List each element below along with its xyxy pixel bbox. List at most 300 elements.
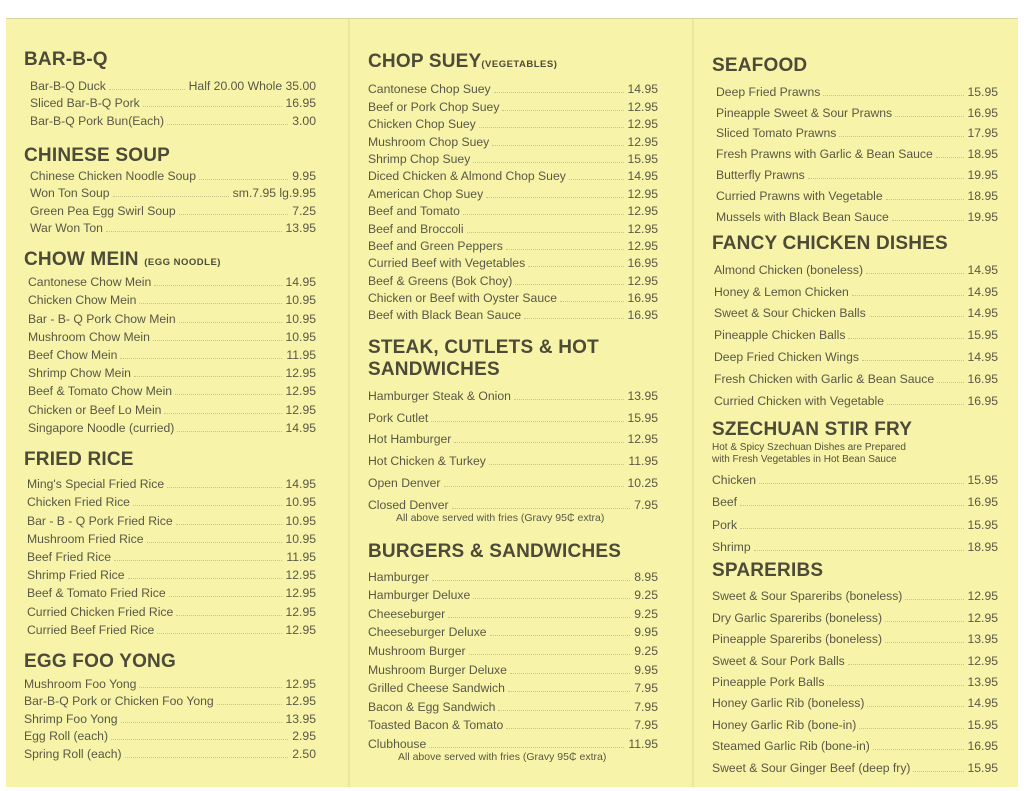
menu-item-price: 15.95 [967,473,998,488]
menu-item [368,114,658,131]
menu-item [712,465,998,487]
menu-item-name: Mushroom Chow Mein [28,329,150,344]
menu-item [368,695,658,714]
menu-item [716,161,998,182]
menu-item-name: Spring Roll (each) [24,746,122,761]
leader-dots [469,654,631,655]
menu-item-name: Honey Garlic Rib (bone-in) [712,717,857,732]
leader-dots [179,322,282,323]
menu-item-price: 10.25 [627,475,658,490]
menu-item-name: Chicken [712,473,757,488]
section-szechuan [712,419,998,554]
menu-item [714,299,998,321]
menu-item-price: 13.95 [627,388,658,403]
menu-item [27,473,316,491]
menu-item [368,166,658,183]
menu-item-price: 10.95 [285,293,316,308]
menu-item-name: Closed Denver [368,497,449,512]
menu-item [712,582,998,603]
menu-item-name: Deep Fried Prawns [716,84,821,99]
menu-item-price: 14.95 [285,420,316,435]
menu-item-name: Chicken or Beef Lo Mein [28,402,162,417]
menu-item-price: 17.95 [967,126,998,141]
leader-dots [506,728,630,729]
menu-item-price: 18.95 [967,539,998,554]
menu-item [27,528,316,546]
leader-dots [467,232,624,233]
menu-item-price: 12.95 [627,117,658,132]
menu-item [27,546,316,564]
menu-item [712,646,998,667]
menu-item-price: 13.95 [285,221,316,235]
section-steak-cutlets [368,337,658,524]
menu-item-price: 15.95 [967,84,998,99]
menu-item-name: Won Ton Soup [30,186,110,200]
menu-item [714,277,998,299]
menu-item-name: Cheeseburger [368,606,446,621]
menu-item [716,120,998,141]
item-list [368,565,658,751]
leader-dots [167,487,281,488]
menu-item-name: Beef and Green Peppers [368,238,503,253]
menu-item-name: Toasted Bacon & Tomato [368,718,504,733]
menu-item-name: Mussels with Black Bean Sauce [716,209,889,224]
menu-item [368,677,658,696]
menu-item-price: 12.95 [967,653,998,668]
menu-item-price: 13.95 [285,711,316,726]
leader-dots [506,249,624,250]
leader-dots [895,116,963,117]
menu-item [714,255,998,277]
menu-item [368,201,658,218]
leader-dots [892,220,964,221]
menu-item [712,509,998,531]
menu-item-price: 11.95 [628,454,658,469]
menu-item [712,732,998,753]
section-bbq [24,49,316,128]
leader-dots [176,615,281,616]
menu-item [714,342,998,364]
menu-item-price: 12.95 [285,586,316,601]
leader-dots [913,771,963,772]
leader-dots [473,162,623,163]
menu-item-price: 12.95 [967,610,998,625]
leader-dots [429,747,624,748]
menu-item-name: Shrimp Chop Suey [368,151,471,166]
menu-item-price: 14.95 [967,349,998,364]
menu-sheet [6,18,1018,787]
menu-item [712,710,998,731]
leader-dots [808,178,964,179]
leader-dots [432,580,630,581]
menu-item-name: Ming's Special Fried Rice [27,477,165,492]
leader-dots [885,642,963,643]
menu-item-name: Bacon & Egg Sandwich [368,699,496,714]
menu-item [368,381,658,403]
menu-item [28,380,316,398]
menu-item-price: 10.95 [285,495,316,510]
menu-item-price: 14.95 [967,306,998,321]
item-list [24,673,316,761]
menu-item-name: Pineapple Sweet & Sour Prawns [716,105,893,120]
leader-dots [169,596,282,597]
leader-dots [167,124,288,125]
item-list [368,381,658,512]
menu-item [712,532,998,554]
menu-item [28,398,316,416]
menu-item [368,446,658,468]
leader-dots [121,722,282,723]
menu-item [368,584,658,603]
menu-item-name: Pineapple Spareribs (boneless) [712,632,883,647]
leader-dots [153,340,282,341]
leader-dots [508,691,630,692]
menu-item-price: 16.95 [627,291,658,306]
menu-item [24,726,316,744]
section-burgers [368,541,658,763]
leader-dots [848,664,964,665]
leader-dots [866,273,963,274]
leader-dots [452,508,631,509]
menu-item [368,79,658,96]
menu-item-price: 15.95 [627,410,658,425]
menu-item-price: 12.95 [285,384,316,399]
menu-item-price: 12.95 [967,589,998,604]
menu-item-name: Shrimp [712,539,751,554]
leader-dots [125,757,289,758]
menu-item-price: 12.95 [627,238,658,253]
leader-dots [176,524,282,525]
menu-item [368,305,658,322]
section-chinese-soup [24,145,316,235]
leader-dots [937,382,963,383]
menu-item [712,603,998,624]
leader-dots [524,318,623,319]
menu-item-price: 9.95 [634,625,658,640]
leader-dots [869,316,964,317]
menu-item-price: 9.25 [634,643,658,658]
menu-item-price: 19.95 [967,167,998,182]
menu-item-name: Beef and Broccoli [368,221,464,236]
menu-item-name: Bar - B- Q Pork Chow Mein [28,311,176,326]
menu-item-name: Sliced Bar-B-Q Pork [30,96,140,110]
menu-item-name: Beef and Tomato [368,204,460,219]
menu-item [28,417,316,435]
section-title: BAR-B-Q [24,49,108,70]
item-list [368,79,658,322]
menu-item-name: Pork [712,517,738,532]
menu-item-price: 7.95 [634,718,658,733]
menu-item-name: Pineapple Pork Balls [712,674,825,689]
menu-item [30,75,316,93]
menu-item [712,689,998,710]
menu-item-name: Beef with Black Bean Sauce [368,308,522,323]
menu-item-name: Chicken or Beef with Oyster Sauce [368,291,557,306]
section-note: Hot & Spicy Szechuan Dishes are Prepared [712,442,906,453]
menu-item-name: Beef & Tomato Fried Rice [27,586,166,601]
item-list [712,582,998,775]
section-title: FRIED RICE [24,449,134,470]
leader-dots [444,486,624,487]
menu-item-name: Bar - B - Q Pork Fried Rice [27,513,173,528]
menu-item-price: 12.95 [627,99,658,114]
menu-item-name: Chicken Chow Mein [28,293,137,308]
menu-item-price: 19.95 [967,209,998,224]
menu-item [368,565,658,584]
section-title [368,337,658,381]
menu-item [368,253,658,270]
menu-item-name: Hot Chicken & Turkey [368,454,486,469]
menu-item [712,487,998,509]
menu-item-name: Sweet & Sour Chicken Balls [714,306,866,321]
item-list [24,165,316,235]
leader-dots [489,464,625,465]
menu-item-price: 12.95 [627,432,658,447]
menu-item-price: 11.95 [286,347,316,362]
menu-item-name: Curried Beef with Vegetables [368,256,526,271]
menu-item-price: 12.95 [285,366,316,381]
menu-item-price: 12.95 [285,402,316,417]
menu-item-name: Honey & Lemon Chicken [714,284,849,299]
menu-item-name: Shrimp Chow Mein [28,366,131,381]
leader-dots [431,421,623,422]
menu-item-name: Open Denver [368,475,441,490]
leader-dots [514,399,624,400]
leader-dots [859,728,963,729]
section-seafood [712,55,998,224]
item-list [24,473,316,637]
menu-item-name: Diced Chicken & Almond Chop Suey [368,169,566,184]
menu-item-name: Hamburger Deluxe [368,588,471,603]
leader-dots [154,285,281,286]
menu-item [28,362,316,380]
leader-dots [502,110,623,111]
menu-item-price: 15.95 [967,517,998,532]
menu-item-name: Almond Chicken (boneless) [714,262,864,277]
menu-item-price: 14.95 [627,169,658,184]
menu-item-price: 12.95 [627,204,658,219]
menu-item [24,708,316,726]
menu-item-name: Grilled Cheese Sandwich [368,681,505,696]
menu-item [30,93,316,111]
menu-item [368,602,658,621]
menu-item [716,140,998,161]
menu-item-name: Sweet & Sour Ginger Beef (deep fry) [712,760,911,775]
menu-item-price: 18.95 [967,147,998,162]
menu-item-name: Pork Cutlet [368,410,429,425]
leader-dots [463,214,624,215]
menu-item [368,468,658,490]
section-title: EGG FOO YONG [24,651,176,672]
footnote: All above served with fries (Gravy 95₵ extra) [398,750,607,763]
menu-item-price: 9.95 [634,662,658,677]
menu-item [27,509,316,527]
leader-dots [490,635,631,636]
menu-item-price: 13.95 [967,632,998,647]
leader-dots [494,92,624,93]
leader-dots [133,505,282,506]
menu-item-price: 14.95 [627,82,658,97]
leader-dots [905,599,963,600]
leader-dots [510,673,630,674]
section-title: SEAFOOD [712,55,808,76]
leader-dots [175,394,281,395]
menu-item [712,668,998,689]
section-egg-foo-yong [24,651,316,761]
menu-item-price: 15.95 [967,760,998,775]
leader-dots [143,106,282,107]
leader-dots [754,550,964,551]
menu-item [368,149,658,166]
menu-item-price: 7.95 [634,497,658,512]
menu-item-name: Singapore Noodle (curried) [28,420,175,435]
leader-dots [740,528,963,529]
leader-dots [111,739,288,740]
menu-item [368,218,658,235]
menu-item-price: Half 20.00 Whole 35.00 [188,78,316,93]
menu-item [716,99,998,120]
menu-item-name: American Chop Suey [368,186,484,201]
menu-item-price: 12.95 [285,694,316,708]
menu-item-name: Mushroom Burger [368,643,466,658]
leader-dots [887,404,963,405]
section-subtitle: (EGG NOODLE) [144,257,221,268]
menu-item-name: Mushroom Fried Rice [27,531,144,546]
item-list [712,255,998,408]
leader-dots [528,266,623,267]
menu-item-name: Fresh Chicken with Garlic & Bean Sauce [714,371,935,386]
menu-item [30,165,316,183]
section-chop-suey [368,51,658,322]
leader-dots [486,197,623,198]
leader-dots [109,89,185,90]
leader-dots [569,179,624,180]
menu-item-price: 16.95 [627,256,658,271]
menu-item-price: 14.95 [967,262,998,277]
menu-item-name: Curried Prawns with Vegetable [716,188,883,203]
menu-item-name: Bar-B-Q Pork or Chicken Foo Yong [24,694,214,708]
section-fried-rice [24,449,316,637]
menu-item-name: Hamburger Steak & Onion [368,388,511,403]
menu-item-price: 9.25 [634,588,658,603]
menu-item [368,639,658,658]
menu-item [28,289,316,307]
menu-item [28,344,316,362]
menu-item-name: Curried Chicken with Vegetable [714,393,885,408]
menu-item [714,320,998,342]
menu-item-price: 14.95 [285,275,316,290]
menu-item [30,110,316,128]
menu-item [368,236,658,253]
leader-dots [873,749,964,750]
menu-item [368,714,658,733]
leader-dots [134,376,282,377]
menu-item [28,326,316,344]
menu-item [368,732,658,751]
section-note: with Fresh Vegetables in Hot Bean Sauce [712,454,897,465]
menu-item-price: 13.95 [967,674,998,689]
leader-dots [740,505,963,506]
leader-dots [217,704,282,705]
leader-dots [106,231,282,232]
menu-item-price: 2.95 [292,729,316,743]
menu-item-price: 9.95 [292,168,316,183]
menu-item-price: 14.95 [967,284,998,299]
fold-line [348,19,350,787]
menu-item-price: 12.95 [285,568,316,583]
menu-item-name: Honey Garlic Rib (boneless) [712,696,865,711]
menu-item-price: 16.95 [967,371,998,386]
footnote: All above served with fries (Gravy 95₵ extra) [396,511,605,524]
menu-item [27,600,316,618]
leader-dots [823,95,963,96]
menu-item-name: Bar-B-Q Duck [30,78,106,93]
section-title-line: STEAK, CUTLETS & HOT [368,337,599,358]
menu-item-name: Chinese Chicken Noodle Soup [30,168,196,183]
menu-item-name: Sweet & Sour Spareribs (boneless) [712,589,903,604]
leader-dots [886,199,964,200]
menu-item-price: 7.95 [634,681,658,696]
section-spareribs [712,560,998,775]
leader-dots [177,431,281,432]
leader-dots [936,157,964,158]
leader-dots [498,710,630,711]
leader-dots [448,617,630,618]
menu-item-price: 16.95 [967,495,998,510]
menu-item-name: Shrimp Foo Yong [24,711,118,726]
section-title: CHINESE SOUP [24,145,170,166]
menu-item-name: Beef [712,495,738,510]
menu-item-price: 10.95 [285,311,316,326]
fold-line [692,19,694,787]
leader-dots [560,301,624,302]
menu-item-name: Deep Fried Chicken Wings [714,349,859,364]
leader-dots [114,560,282,561]
menu-item-name: Mushroom Burger Deluxe [368,662,507,677]
menu-item-name: Hamburger [368,569,429,584]
menu-item [24,691,316,709]
menu-item-price: 12.95 [285,622,316,637]
menu-item-price: 15.95 [627,151,658,166]
leader-dots [839,136,963,137]
menu-item-price: 16.95 [967,393,998,408]
menu-item [24,673,316,691]
menu-item-name: Curried Beef Fried Rice [27,622,155,637]
menu-item-price: 16.95 [285,96,316,110]
menu-item-price: 7.25 [292,203,316,218]
menu-item-price: 12.95 [627,134,658,149]
section-title: SZECHUAN STIR FRY [712,419,913,440]
section-title-line: SANDWICHES [368,359,500,380]
menu-item [27,491,316,509]
leader-dots [852,295,964,296]
menu-item-name: Beef Chow Mein [28,347,118,362]
menu-item-name: Dry Garlic Spareribs (boneless) [712,610,883,625]
section-chow-mein [24,249,316,435]
menu-item [368,183,658,200]
menu-item-name: Green Pea Egg Swirl Soup [30,203,176,218]
leader-dots [479,127,624,128]
leader-dots [827,685,963,686]
item-list [712,465,998,554]
section-subtitle: (VEGETABLES) [481,59,558,70]
menu-item-price: 2.50 [292,746,316,761]
item-list [24,75,316,128]
leader-dots [862,360,964,361]
menu-item [716,182,998,203]
menu-item [27,619,316,637]
menu-item-price: 12.95 [627,221,658,236]
